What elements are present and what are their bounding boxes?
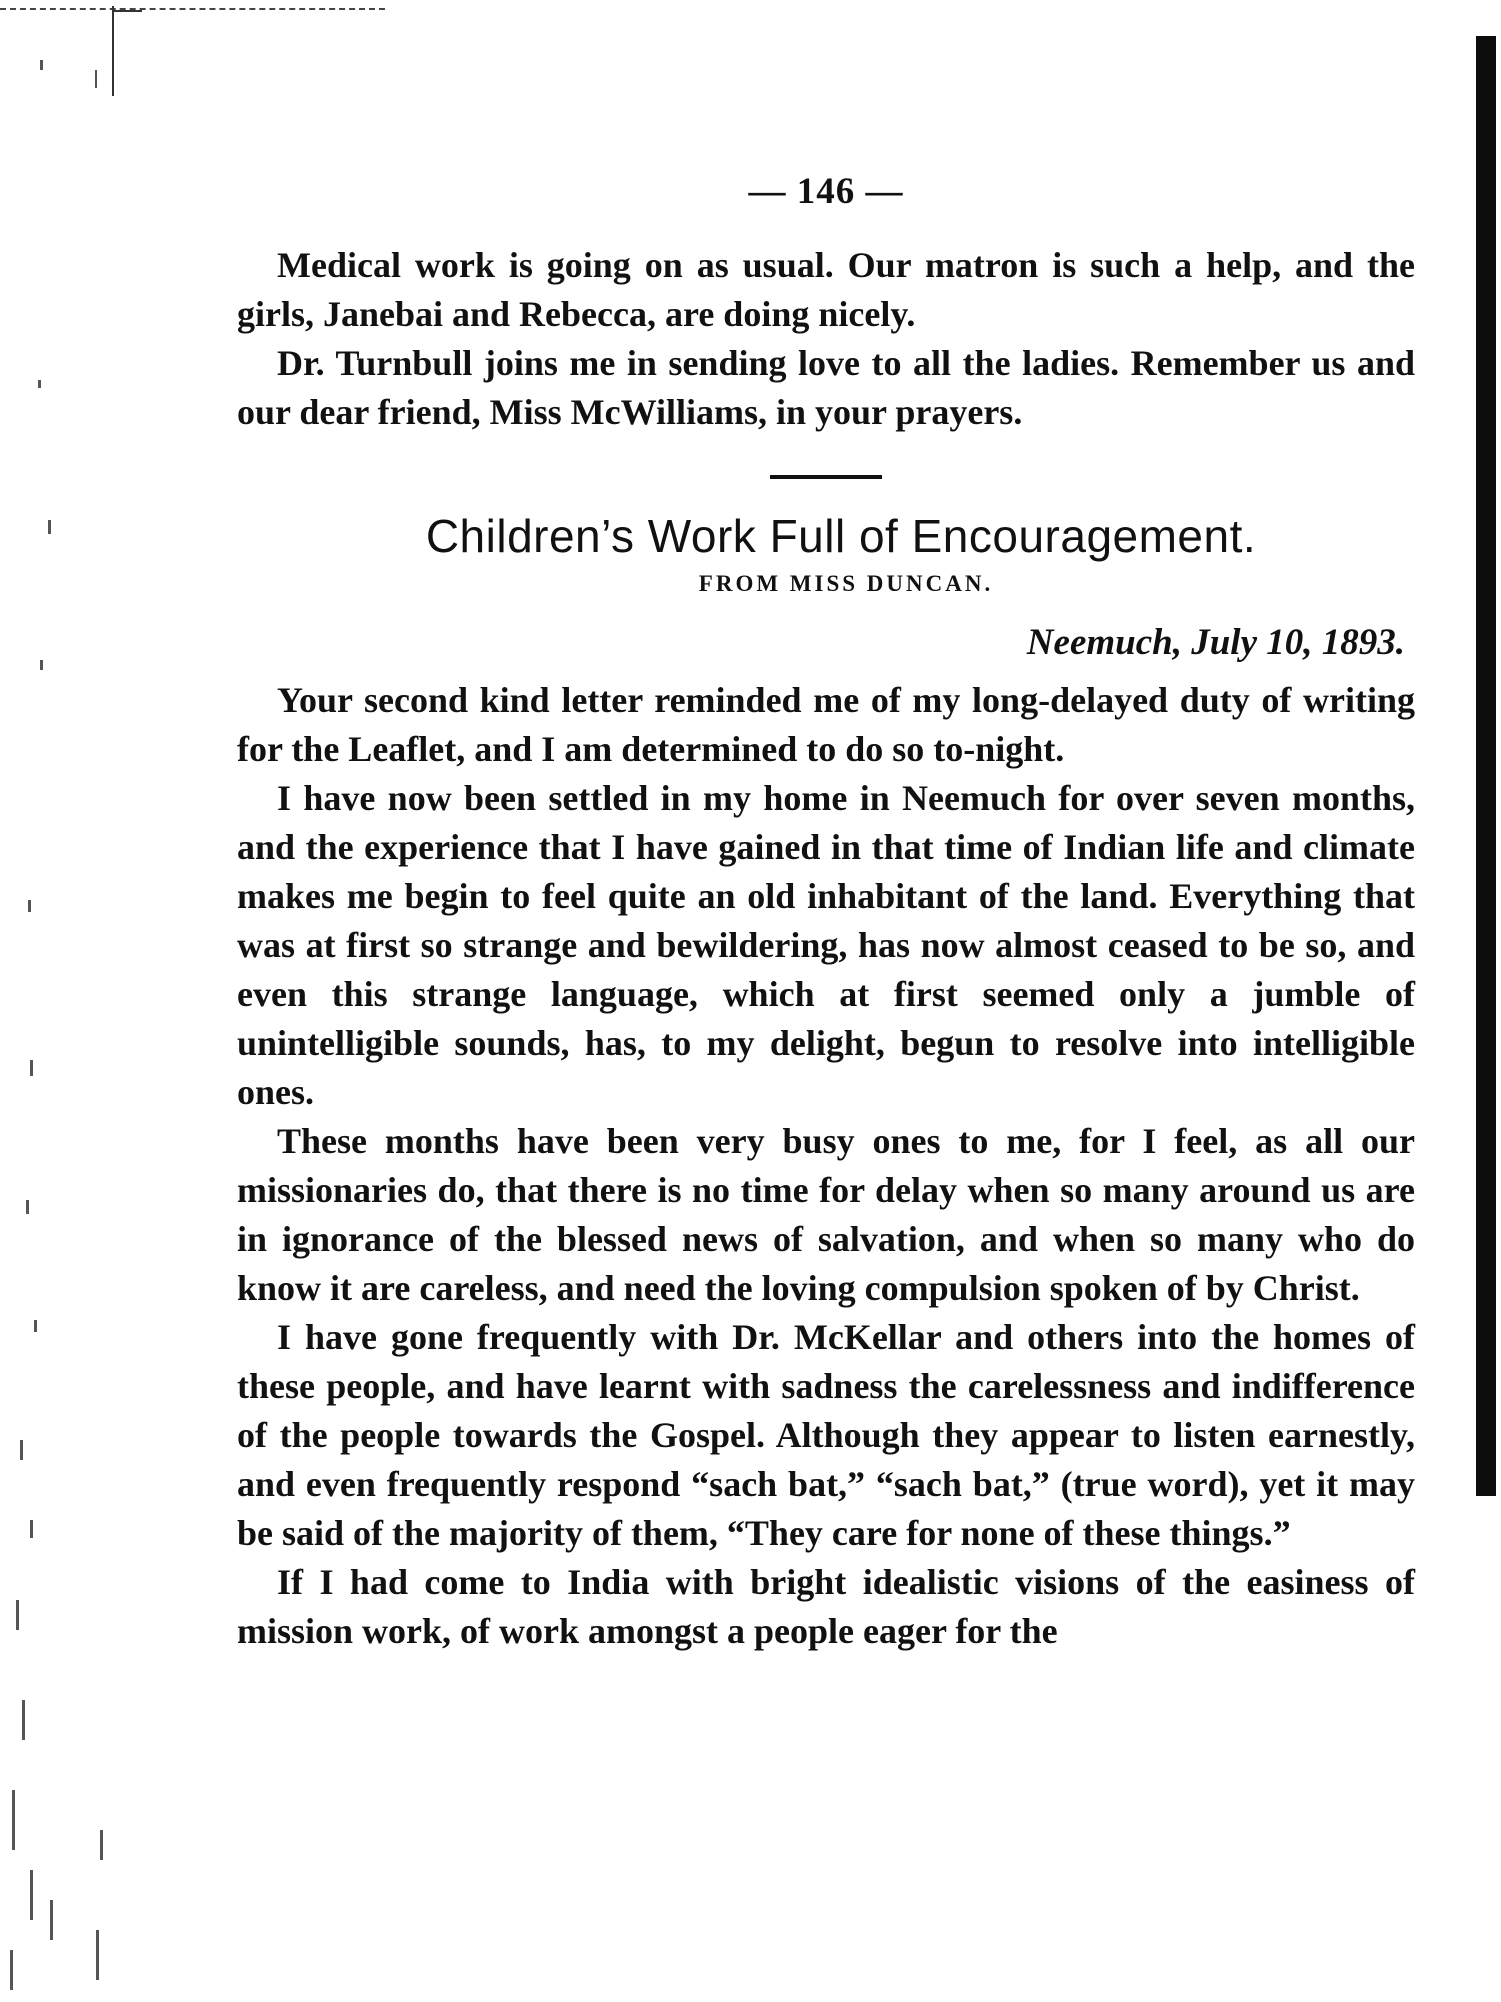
- section-separator: [770, 475, 882, 479]
- article-title: Children’s Work Full of Encouragement.: [425, 510, 1257, 562]
- paragraph: These months have been very busy ones to me, for I feel, as all our missionaries do, that there is no time for delay when so many around us are in ignorance of the blessed news of salvation, and when so many who do know it are careless, and need the loving compulsion spoken of by Christ.: [237, 1121, 1415, 1308]
- paragraph: I have gone frequently with Dr. McKellar and others into the homes of these people, and have learnt with sadness the carelessness and indifference of the people towards the Gospel. Although they appear to listen earnestly, and even frequently respond “sach bat,” “sach bat,” (true word), yet it may be said of the majority of them, “They care for none of these things.”: [237, 1317, 1415, 1553]
- paragraph: If I had come to India with bright idealistic visions of the easiness of mission work, of work amongst a people eager for the: [237, 1562, 1415, 1651]
- scan-artifact-right-edge-shadow: [1476, 36, 1496, 1496]
- article-byline: FROM MISS DUNCAN.: [698, 571, 994, 596]
- paragraph: Dr. Turnbull joins me in sending love to all the ladies. Remember us and our dear friend, Miss McWilliams, in your prayers.: [237, 343, 1415, 432]
- paragraph: I have now been settled in my home in Neemuch for over seven months, and the experience that I have gained in that time of Indian life and climate makes me begin to feel quite an old inhabitant of the land. Everything that was at first so strange and bewildering, has now almost ceased to be so, and even this strange language, which at first seemed only a jumble of unintelligible sounds, has, to my delight, begun to resolve into intelligible ones.: [237, 778, 1415, 1112]
- article-dateline: Neemuch, July 10, 1893.: [1026, 622, 1405, 663]
- page-number: — 146 —: [748, 171, 904, 212]
- paragraph: Your second kind letter reminded me of my long-delayed duty of writing for the Leaflet, and I am determined to do so to-night.: [237, 680, 1415, 769]
- text-block: [237, 170, 1415, 1656]
- scan-artifact-left-speckles: [0, 0, 150, 2002]
- paragraph: Medical work is going on as usual. Our matron is such a help, and the girls, Janebai and Rebecca, are doing nicely.: [237, 245, 1415, 334]
